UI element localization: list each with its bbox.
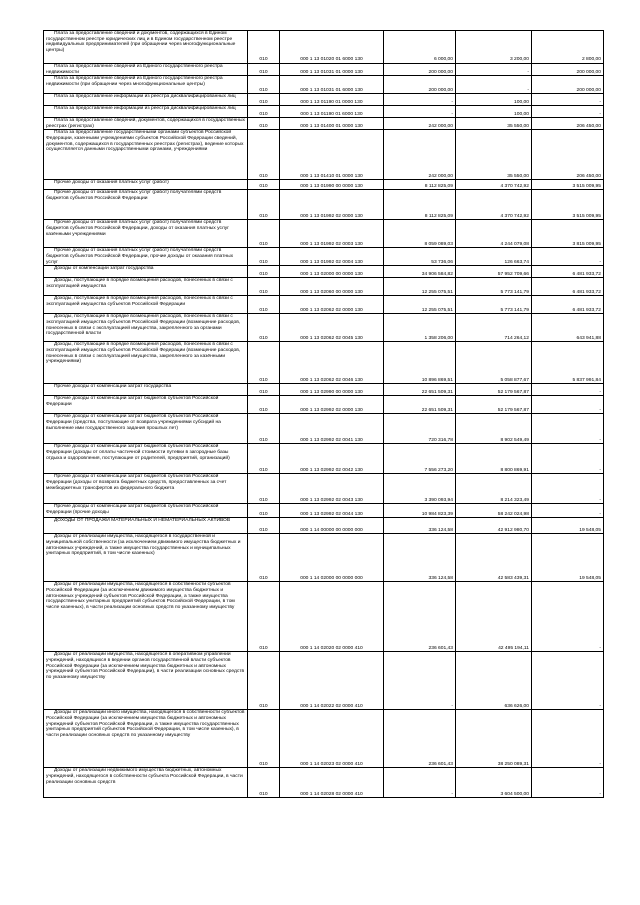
row-code: 010 bbox=[248, 94, 280, 106]
table-row bbox=[44, 180, 604, 190]
row-name bbox=[44, 384, 248, 396]
row-unexecuted: - bbox=[532, 396, 604, 414]
row-plan: 200 000,00 bbox=[384, 76, 456, 94]
report-sheet bbox=[43, 30, 603, 798]
row-plan: 336 124,58 bbox=[384, 534, 456, 582]
row-plan: 12 255 075,51 bbox=[384, 296, 456, 314]
row-unexecuted: - bbox=[532, 248, 604, 266]
row-kbk: 000 1 13 02992 02 0043 130 bbox=[280, 474, 384, 504]
row-unexecuted: 19 548,05 bbox=[532, 534, 604, 582]
table-row bbox=[44, 266, 604, 278]
row-code: 010 bbox=[248, 180, 280, 190]
row-plan: 336 124,58 bbox=[384, 518, 456, 534]
row-plan: 200 000,00 bbox=[384, 64, 456, 76]
table-row bbox=[44, 76, 604, 94]
row-code: 010 bbox=[248, 444, 280, 474]
row-plan: - bbox=[384, 106, 456, 118]
row-name-text: Доходы, поступающие в порядке возмещения расходов, понесенных в связи с эксплуатацией имущества субъектов Российской Федерации bbox=[46, 296, 233, 307]
row-plan: 34 906 584,82 bbox=[384, 266, 456, 278]
row-name bbox=[44, 64, 248, 76]
row-name bbox=[44, 518, 248, 534]
table-row bbox=[44, 190, 604, 220]
row-name-text: Доходы от реализации имущества, находящегося в собственности субъектов Российской Федерации (за исключением движимого имущества бюджетных и автономных учреждений субъектов Российской Федерации, а также имущества государственных унитарных предприятий субъектов Российской Федерации, в том числе казенных), в части реализации основных средств по указанному имуществу bbox=[46, 582, 235, 610]
row-name-text: Доходы от реализации имущества, находящегося в оперативном управлении учреждений, находящихся в ведении органов государственной власти субъектов Российской Федерации (за исключением имущества бюджетных и автономных учреждений субъектов Российской Федерации), в части реализации основных средств по указанному имуществу bbox=[46, 652, 245, 680]
row-plan: 1 358 206,00 bbox=[384, 314, 456, 342]
row-name bbox=[44, 94, 248, 106]
row-executed: 58 242 024,98 bbox=[456, 504, 532, 518]
row-unexecuted: 200 000,00 bbox=[532, 76, 604, 94]
row-unexecuted: 200 000,00 bbox=[532, 64, 604, 76]
row-executed: 8 214 323,49 bbox=[456, 474, 532, 504]
row-executed: 35 550,00 bbox=[456, 130, 532, 180]
table-row bbox=[44, 504, 604, 518]
row-name bbox=[44, 342, 248, 384]
row-unexecuted: - bbox=[532, 444, 604, 474]
row-name-text: Прочие доходы от оказания платных услуг (работ) bbox=[54, 180, 169, 186]
row-unexecuted: - bbox=[532, 106, 604, 118]
row-code: 010 bbox=[248, 342, 280, 384]
row-executed: 714 264,12 bbox=[456, 314, 532, 342]
row-executed: 52 179 567,87 bbox=[456, 396, 532, 414]
row-name bbox=[44, 266, 248, 278]
row-executed: 126 663,74 bbox=[456, 248, 532, 266]
table-row bbox=[44, 534, 604, 582]
row-unexecuted: - bbox=[532, 414, 604, 444]
row-name bbox=[44, 76, 248, 94]
row-executed: - bbox=[456, 64, 532, 76]
row-unexecuted: 206 450,00 bbox=[532, 118, 604, 130]
row-kbk: 000 1 13 02992 02 0000 130 bbox=[280, 396, 384, 414]
row-plan: 10 984 823,39 bbox=[384, 504, 456, 518]
row-executed: 3 604 500,00 bbox=[456, 768, 532, 798]
table-row bbox=[44, 314, 604, 342]
row-plan: 242 000,00 bbox=[384, 130, 456, 180]
row-plan: - bbox=[384, 94, 456, 106]
row-name-text: Доходы, поступающие в порядке возмещения расходов, понесенных в связи с эксплуатацией имущества субъектов Российской Федерации (возмещение расходов, понесенных в связи с эксплуатацией имущества, закрепленного за органами государственной власти bbox=[46, 314, 241, 337]
row-plan: 53 736,06 bbox=[384, 248, 456, 266]
row-executed: 42 912 980,70 bbox=[456, 518, 532, 534]
row-code: 010 bbox=[248, 768, 280, 798]
row-kbk: 000 1 14 02000 00 0000 000 bbox=[280, 534, 384, 582]
row-code: 010 bbox=[248, 474, 280, 504]
row-plan: 7 556 273,20 bbox=[384, 444, 456, 474]
row-code: 010 bbox=[248, 314, 280, 342]
row-name-text: ДОХОДЫ ОТ ПРОДАЖИ МАТЕРИАЛЬНЫХ И НЕМАТЕРИАЛЬНЫХ АКТИВОВ bbox=[54, 518, 231, 524]
row-executed: 5 058 877,67 bbox=[456, 342, 532, 384]
row-kbk: 000 1 13 02062 02 0045 130 bbox=[280, 314, 384, 342]
row-executed: 3 200,00 bbox=[456, 31, 532, 64]
row-name bbox=[44, 190, 248, 220]
row-executed: 8 800 869,91 bbox=[456, 444, 532, 474]
row-unexecuted: 3 815 009,95 bbox=[532, 220, 604, 248]
row-code: 010 bbox=[248, 248, 280, 266]
row-unexecuted: 3 515 009,95 bbox=[532, 190, 604, 220]
row-unexecuted: - bbox=[532, 582, 604, 652]
row-code: 010 bbox=[248, 130, 280, 180]
table-row bbox=[44, 130, 604, 180]
row-kbk: 000 1 13 01400 01 0000 130 bbox=[280, 118, 384, 130]
row-name bbox=[44, 118, 248, 130]
row-executed: 100,00 bbox=[456, 94, 532, 106]
row-executed: - bbox=[456, 76, 532, 94]
row-kbk: 000 1 13 02062 02 0046 130 bbox=[280, 342, 384, 384]
row-unexecuted: - bbox=[532, 710, 604, 768]
row-name-text: Плата за предоставление сведений и документов, содержащихся в Едином государственном реестре юридических лиц и в Едином государственном реестре индивидуальных предпринимателей (при обращении через многофункциональные центры) bbox=[46, 31, 236, 53]
row-executed: 35 550,00 bbox=[456, 118, 532, 130]
row-plan: 10 896 869,51 bbox=[384, 342, 456, 384]
row-plan: 22 651 509,31 bbox=[384, 396, 456, 414]
row-kbk: 000 1 13 01190 01 6000 130 bbox=[280, 106, 384, 118]
row-name bbox=[44, 710, 248, 768]
row-executed: 52 179 567,87 bbox=[456, 384, 532, 396]
row-code: 010 bbox=[248, 106, 280, 118]
row-name bbox=[44, 534, 248, 582]
row-plan: 12 255 075,51 bbox=[384, 278, 456, 296]
row-unexecuted: 6 481 933,72 bbox=[532, 266, 604, 278]
row-executed: 5 773 141,79 bbox=[456, 296, 532, 314]
row-kbk: 000 1 13 02992 02 0041 130 bbox=[280, 414, 384, 444]
row-name-text: Доходы от реализации иного имущества, находящегося в собственности субъектов Российской Федерации (за исключением имущества бюджетных и автономных учреждений субъектов Российской Федерации, а также имущества государственных унитарных предприятий субъектов Российской Федерации, в том числе казенных), в части реализации основных средств по указанному имуществу bbox=[46, 710, 245, 738]
row-kbk: 000 1 13 01992 02 0000 130 bbox=[280, 190, 384, 220]
row-executed: 636 626,00 bbox=[456, 652, 532, 710]
row-name-text: Прочие доходы от компенсации затрат бюджетов субъектов Российской Федерации (прочие доходы bbox=[46, 504, 219, 515]
row-kbk: 000 1 13 02992 02 0042 130 bbox=[280, 444, 384, 474]
row-kbk: 000 1 13 01190 01 0000 130 bbox=[280, 94, 384, 106]
row-code: 010 bbox=[248, 76, 280, 94]
row-kbk: 000 1 13 01992 02 0003 130 bbox=[280, 220, 384, 248]
table-row bbox=[44, 278, 604, 296]
row-plan: - bbox=[384, 768, 456, 798]
row-name bbox=[44, 248, 248, 266]
row-name-text: Доходы от компенсации затрат государства bbox=[54, 266, 154, 272]
row-name-text: Прочие доходы от оказания платных услуг (работ) получателями средств бюджетов субъектов Российской Федерации, прочие доходы от оказания платных услуг bbox=[46, 248, 234, 265]
row-unexecuted: - bbox=[532, 94, 604, 106]
row-code: 010 bbox=[248, 652, 280, 710]
row-name-text: Доходы от реализации недвижимого имущества бюджетных, автономных учреждений, находящегося в собственности субъекта Российской Федерации, в части реализации основных средств bbox=[46, 768, 243, 785]
row-code: 010 bbox=[248, 504, 280, 518]
row-plan: 720 316,78 bbox=[384, 414, 456, 444]
table-row bbox=[44, 64, 604, 76]
row-name-text: Доходы, поступающие в порядке возмещения расходов, понесенных в связи с эксплуатацией имущества bbox=[46, 278, 233, 289]
row-kbk: 000 1 13 02992 02 0044 130 bbox=[280, 504, 384, 518]
row-plan: 8 112 825,09 bbox=[384, 180, 456, 190]
row-executed: 42 495 194,11 bbox=[456, 582, 532, 652]
row-name bbox=[44, 278, 248, 296]
row-name-text: Плата за предоставление сведений из Единого государственного реестра недвижимости (при обращении через многофункциональные центры) bbox=[46, 76, 223, 87]
table-row bbox=[44, 248, 604, 266]
row-name-text: Прочие доходы от оказания платных услуг (работ) получателями средств бюджетов субъектов Российской Федерации, доходы от оказания платных услуг казёнными учреждениями bbox=[46, 220, 230, 237]
row-name-text: Плата за предоставление сведений из Единого государственного реестра недвижимости bbox=[46, 64, 223, 75]
row-plan: 236 601,43 bbox=[384, 710, 456, 768]
row-unexecuted: 6 481 933,72 bbox=[532, 296, 604, 314]
row-plan: 8 112 825,09 bbox=[384, 190, 456, 220]
row-name bbox=[44, 504, 248, 518]
table-row bbox=[44, 652, 604, 710]
row-name bbox=[44, 106, 248, 118]
row-plan: 8 059 089,03 bbox=[384, 220, 456, 248]
row-executed: 5 773 141,79 bbox=[456, 278, 532, 296]
row-kbk: 000 1 13 01031 01 0000 130 bbox=[280, 64, 384, 76]
row-code: 010 bbox=[248, 190, 280, 220]
row-unexecuted: - bbox=[532, 768, 604, 798]
table-row bbox=[44, 220, 604, 248]
table-row bbox=[44, 31, 604, 64]
row-name-text: Прочие доходы от компенсации затрат бюджетов субъектов Российской Федерации (доходы от оплаты частичной стоимости путевки в загородные базы отдыха и оздоровления, поступающие от родителей, предприятий, организаций) bbox=[46, 444, 230, 461]
table-row bbox=[44, 94, 604, 106]
row-name-text: Доходы, поступающие в порядке возмещения расходов, понесенных в связи с эксплуатацией имущества субъектов Российской Федерации (возмещение расходов, понесенных в связи с эксплуатацией имущества, закрепленного за казёнными учреждениями) bbox=[46, 342, 241, 365]
row-unexecuted: - bbox=[532, 652, 604, 710]
row-name-text: Прочие доходы от оказания платных услуг (работ) получателями средств бюджетов субъектов Российской Федерации bbox=[46, 190, 222, 201]
row-name-text: Прочие доходы от компенсации затрат бюджетов субъектов Российской Федерации (средства, поступающие от возврата учреждениями субсидий на выполнение ими государственного задания прошлых лет) bbox=[46, 414, 221, 431]
row-name bbox=[44, 414, 248, 444]
row-name-text: Прочие доходы от компенсации затрат государства bbox=[54, 384, 172, 390]
row-name-text: Прочие доходы от компенсации затрат бюджетов субъектов Российской Федерации bbox=[46, 396, 219, 407]
row-name-text: Плата за предоставление информации из реестра дисквалифицированных лиц bbox=[54, 94, 236, 100]
table-row bbox=[44, 118, 604, 130]
row-kbk: 000 1 13 01020 01 6000 130 bbox=[280, 31, 384, 64]
row-unexecuted: - bbox=[532, 384, 604, 396]
row-name bbox=[44, 220, 248, 248]
row-name bbox=[44, 474, 248, 504]
row-code: 010 bbox=[248, 518, 280, 534]
row-executed: 4 370 742,92 bbox=[456, 180, 532, 190]
revenue-table-body bbox=[44, 31, 604, 798]
table-row bbox=[44, 106, 604, 118]
row-unexecuted: 6 481 933,72 bbox=[532, 278, 604, 296]
row-unexecuted: 19 548,05 bbox=[532, 518, 604, 534]
row-executed: 38 250 089,31 bbox=[456, 710, 532, 768]
row-unexecuted: 2 800,00 bbox=[532, 31, 604, 64]
row-kbk: 000 1 14 02023 02 0000 410 bbox=[280, 710, 384, 768]
row-unexecuted: - bbox=[532, 474, 604, 504]
row-kbk: 000 1 13 01031 01 6000 130 bbox=[280, 76, 384, 94]
row-executed: 8 902 549,49 bbox=[456, 414, 532, 444]
row-plan: 6 000,00 bbox=[384, 31, 456, 64]
row-code: 010 bbox=[248, 64, 280, 76]
row-name bbox=[44, 768, 248, 798]
row-name bbox=[44, 314, 248, 342]
table-row bbox=[44, 582, 604, 652]
row-code: 010 bbox=[248, 118, 280, 130]
table-row bbox=[44, 474, 604, 504]
row-code: 010 bbox=[248, 278, 280, 296]
row-name bbox=[44, 296, 248, 314]
row-name bbox=[44, 652, 248, 710]
row-plan: 242 000,00 bbox=[384, 118, 456, 130]
row-code: 010 bbox=[248, 534, 280, 582]
row-name-text: Плата за предоставление сведений, документов, содержащихся в государственных реестрах (регистрах) bbox=[46, 118, 245, 129]
row-kbk: 000 1 14 02022 02 0000 410 bbox=[280, 652, 384, 710]
row-name-text: Плата за предоставление государственными органами субъектов Российской Федерации, казенными учреждениями субъектов Российской Федерации сведений, документов, содержащихся в государственных реестрах (регистрах), ведение которых осуществляется данными государственными органами, учреждениями bbox=[46, 130, 244, 153]
row-code: 010 bbox=[248, 266, 280, 278]
row-unexecuted: 5 837 991,84 bbox=[532, 342, 604, 384]
row-code: 010 bbox=[248, 396, 280, 414]
row-kbk: 000 1 13 02000 00 0000 130 bbox=[280, 266, 384, 278]
row-executed: 100,00 bbox=[456, 106, 532, 118]
row-executed: 4 244 079,08 bbox=[456, 220, 532, 248]
row-kbk: 000 1 13 02990 00 0000 130 bbox=[280, 384, 384, 396]
row-code: 010 bbox=[248, 710, 280, 768]
row-kbk: 000 1 14 00000 00 0000 000 bbox=[280, 518, 384, 534]
row-kbk: 000 1 13 02060 00 0000 130 bbox=[280, 278, 384, 296]
row-kbk: 000 1 13 01410 01 0000 130 bbox=[280, 130, 384, 180]
row-name bbox=[44, 396, 248, 414]
row-code: 010 bbox=[248, 582, 280, 652]
row-plan: 22 651 509,31 bbox=[384, 384, 456, 396]
revenue-table bbox=[43, 30, 604, 798]
table-row bbox=[44, 414, 604, 444]
row-name-text: Плата за предоставление информации из реестра дисквалифицированных лиц bbox=[54, 106, 236, 112]
row-name bbox=[44, 130, 248, 180]
row-unexecuted: 643 941,88 bbox=[532, 314, 604, 342]
row-kbk: 000 1 13 01990 00 0000 130 bbox=[280, 180, 384, 190]
row-code: 010 bbox=[248, 384, 280, 396]
row-kbk: 000 1 13 01992 02 0004 130 bbox=[280, 248, 384, 266]
row-kbk: 000 1 13 02062 02 0000 130 bbox=[280, 296, 384, 314]
row-code: 010 bbox=[248, 31, 280, 64]
row-unexecuted: 206 450,00 bbox=[532, 130, 604, 180]
table-row bbox=[44, 396, 604, 414]
table-row bbox=[44, 296, 604, 314]
row-unexecuted: - bbox=[532, 504, 604, 518]
row-name bbox=[44, 444, 248, 474]
row-plan: - bbox=[384, 652, 456, 710]
row-kbk: 000 1 14 02020 02 0000 410 bbox=[280, 582, 384, 652]
row-executed: 42 583 439,31 bbox=[456, 534, 532, 582]
row-code: 010 bbox=[248, 220, 280, 248]
row-executed: 4 370 742,92 bbox=[456, 190, 532, 220]
table-row bbox=[44, 342, 604, 384]
table-row bbox=[44, 710, 604, 768]
row-unexecuted: 3 515 009,95 bbox=[532, 180, 604, 190]
table-row bbox=[44, 768, 604, 798]
row-name bbox=[44, 582, 248, 652]
table-row bbox=[44, 518, 604, 534]
row-kbk: 000 1 14 02028 02 0000 410 bbox=[280, 768, 384, 798]
row-code: 010 bbox=[248, 296, 280, 314]
row-name-text: Доходы от реализации имущества, находящегося в государственной и муниципальной собственности (за исключением движимого имущества бюджетных и автономных учреждений, а также имущества государственных и муниципальных унитарных предприятий, в том числе казенных) bbox=[46, 534, 241, 557]
row-plan: 236 601,43 bbox=[384, 582, 456, 652]
table-row bbox=[44, 444, 604, 474]
row-name bbox=[44, 180, 248, 190]
row-name-text: Прочие доходы от компенсации затрат бюджетов субъектов Российской Федерации (доходы от возврата бюджетных средств, предоставленных за счет межбюджетных трансфертов из федерального бюджета bbox=[46, 474, 227, 491]
row-name bbox=[44, 31, 248, 64]
row-executed: 57 952 709,66 bbox=[456, 266, 532, 278]
row-code: 010 bbox=[248, 414, 280, 444]
row-plan: 3 390 093,94 bbox=[384, 474, 456, 504]
table-row bbox=[44, 384, 604, 396]
